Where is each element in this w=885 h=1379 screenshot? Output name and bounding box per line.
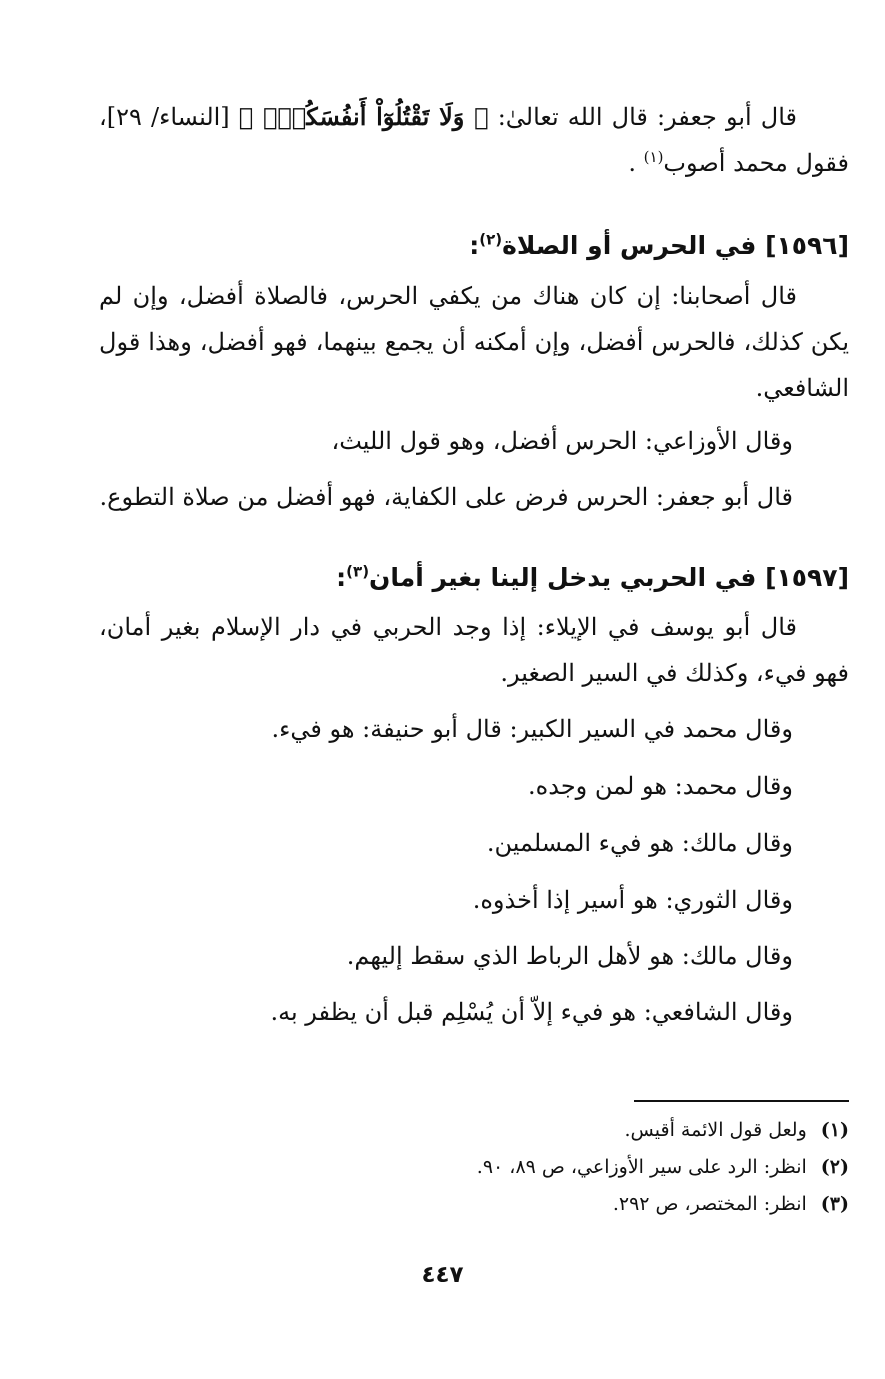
footnote-ref-1: (١) [643, 148, 664, 166]
footnote-ref-3: (٣) [346, 562, 370, 581]
section-1597-paragraph: وقال مالك: هو فيء المسلمين. [486, 829, 793, 857]
section-1597-paragraph: وقال محمد في السير الكبير: قال أبو حنيفة: هو فيء. [271, 715, 793, 743]
quran-verse: ﴿ وَلَا تَقْتُلُوٓاْ أَنفُسَكُمْۚ ﴾ [238, 102, 489, 131]
section-1596-paragraph: قال أصحابنا: إن كان هناك من يكفي الحرس، فالصلاة أفضل، وإن لم يكن كذلك، فالحرس أفضل، وإن أمكنه أن يجمع بينهما، فهو أفضل، وهذا قول الشافعي. [99, 282, 849, 402]
footnote-text: انظر: الرد على سير الأوزاعي، ص ٨٩، ٩٠. [476, 1156, 807, 1178]
footnote-3 [613, 1188, 849, 1220]
section-1596-paragraph: قال أبو جعفر: الحرس فرض على الكفاية، فهو أفضل من صلاة التطوع. [99, 483, 793, 511]
page-number: ٤٤٧ [421, 1262, 464, 1288]
section-1597-paragraph: قال أبو يوسف في الإيلاء: إذا وجد الحربي في دار الإسلام بغير أمان، فهو فيء، وكذلك في السير الصغير. [99, 613, 849, 687]
section-1597-paragraph: وقال مالك: هو لأهل الرباط الذي سقط إليهم. [346, 942, 793, 970]
section-1597-colon: : [336, 563, 347, 592]
opening-paragraph [99, 94, 849, 186]
section-1597-paragraph: وقال الشافعي: هو فيء إلاّ أن يُسْلِم قبل أن يظفر به. [270, 998, 793, 1026]
footnote-1 [625, 1114, 850, 1146]
opening-intro: قال أبو جعفر: قال الله تعالىٰ: [497, 103, 798, 131]
footnote-text: ولعل قول الائمة أقيس. [624, 1119, 807, 1141]
section-1597-paragraph: وقال الثوري: هو أسير إذا أخذوه. [472, 886, 793, 914]
section-1596-colon: : [469, 231, 480, 260]
footnote-number: (١) [820, 1119, 849, 1141]
footnote-text: انظر: المختصر، ص ٢٩٢. [612, 1193, 807, 1215]
section-1597-title: [١٥٩٧] في الحربي يدخل إلينا بغير أمان [369, 563, 849, 592]
section-1596-title: [١٥٩٦] في الحرس أو الصلاة [502, 231, 849, 260]
opening-end: . [628, 149, 636, 177]
footnote-ref-2: (٢) [479, 230, 503, 249]
section-1596-heading [469, 226, 849, 266]
section-1596-paragraph: وقال الأوزاعي: الحرس أفضل، وهو قول الليث، [331, 427, 793, 455]
footnote-divider [634, 1100, 849, 1102]
verse-citation: [النساء/ ٢٩]، فقول محمد أصوب [99, 103, 849, 177]
section-1597-paragraph: وقال محمد: هو لمن وجده. [528, 772, 793, 800]
footnote-number: (٢) [820, 1156, 849, 1178]
section-1597-heading [336, 558, 849, 598]
footnote-number: (٣) [820, 1193, 849, 1215]
footnote-2 [477, 1151, 849, 1183]
